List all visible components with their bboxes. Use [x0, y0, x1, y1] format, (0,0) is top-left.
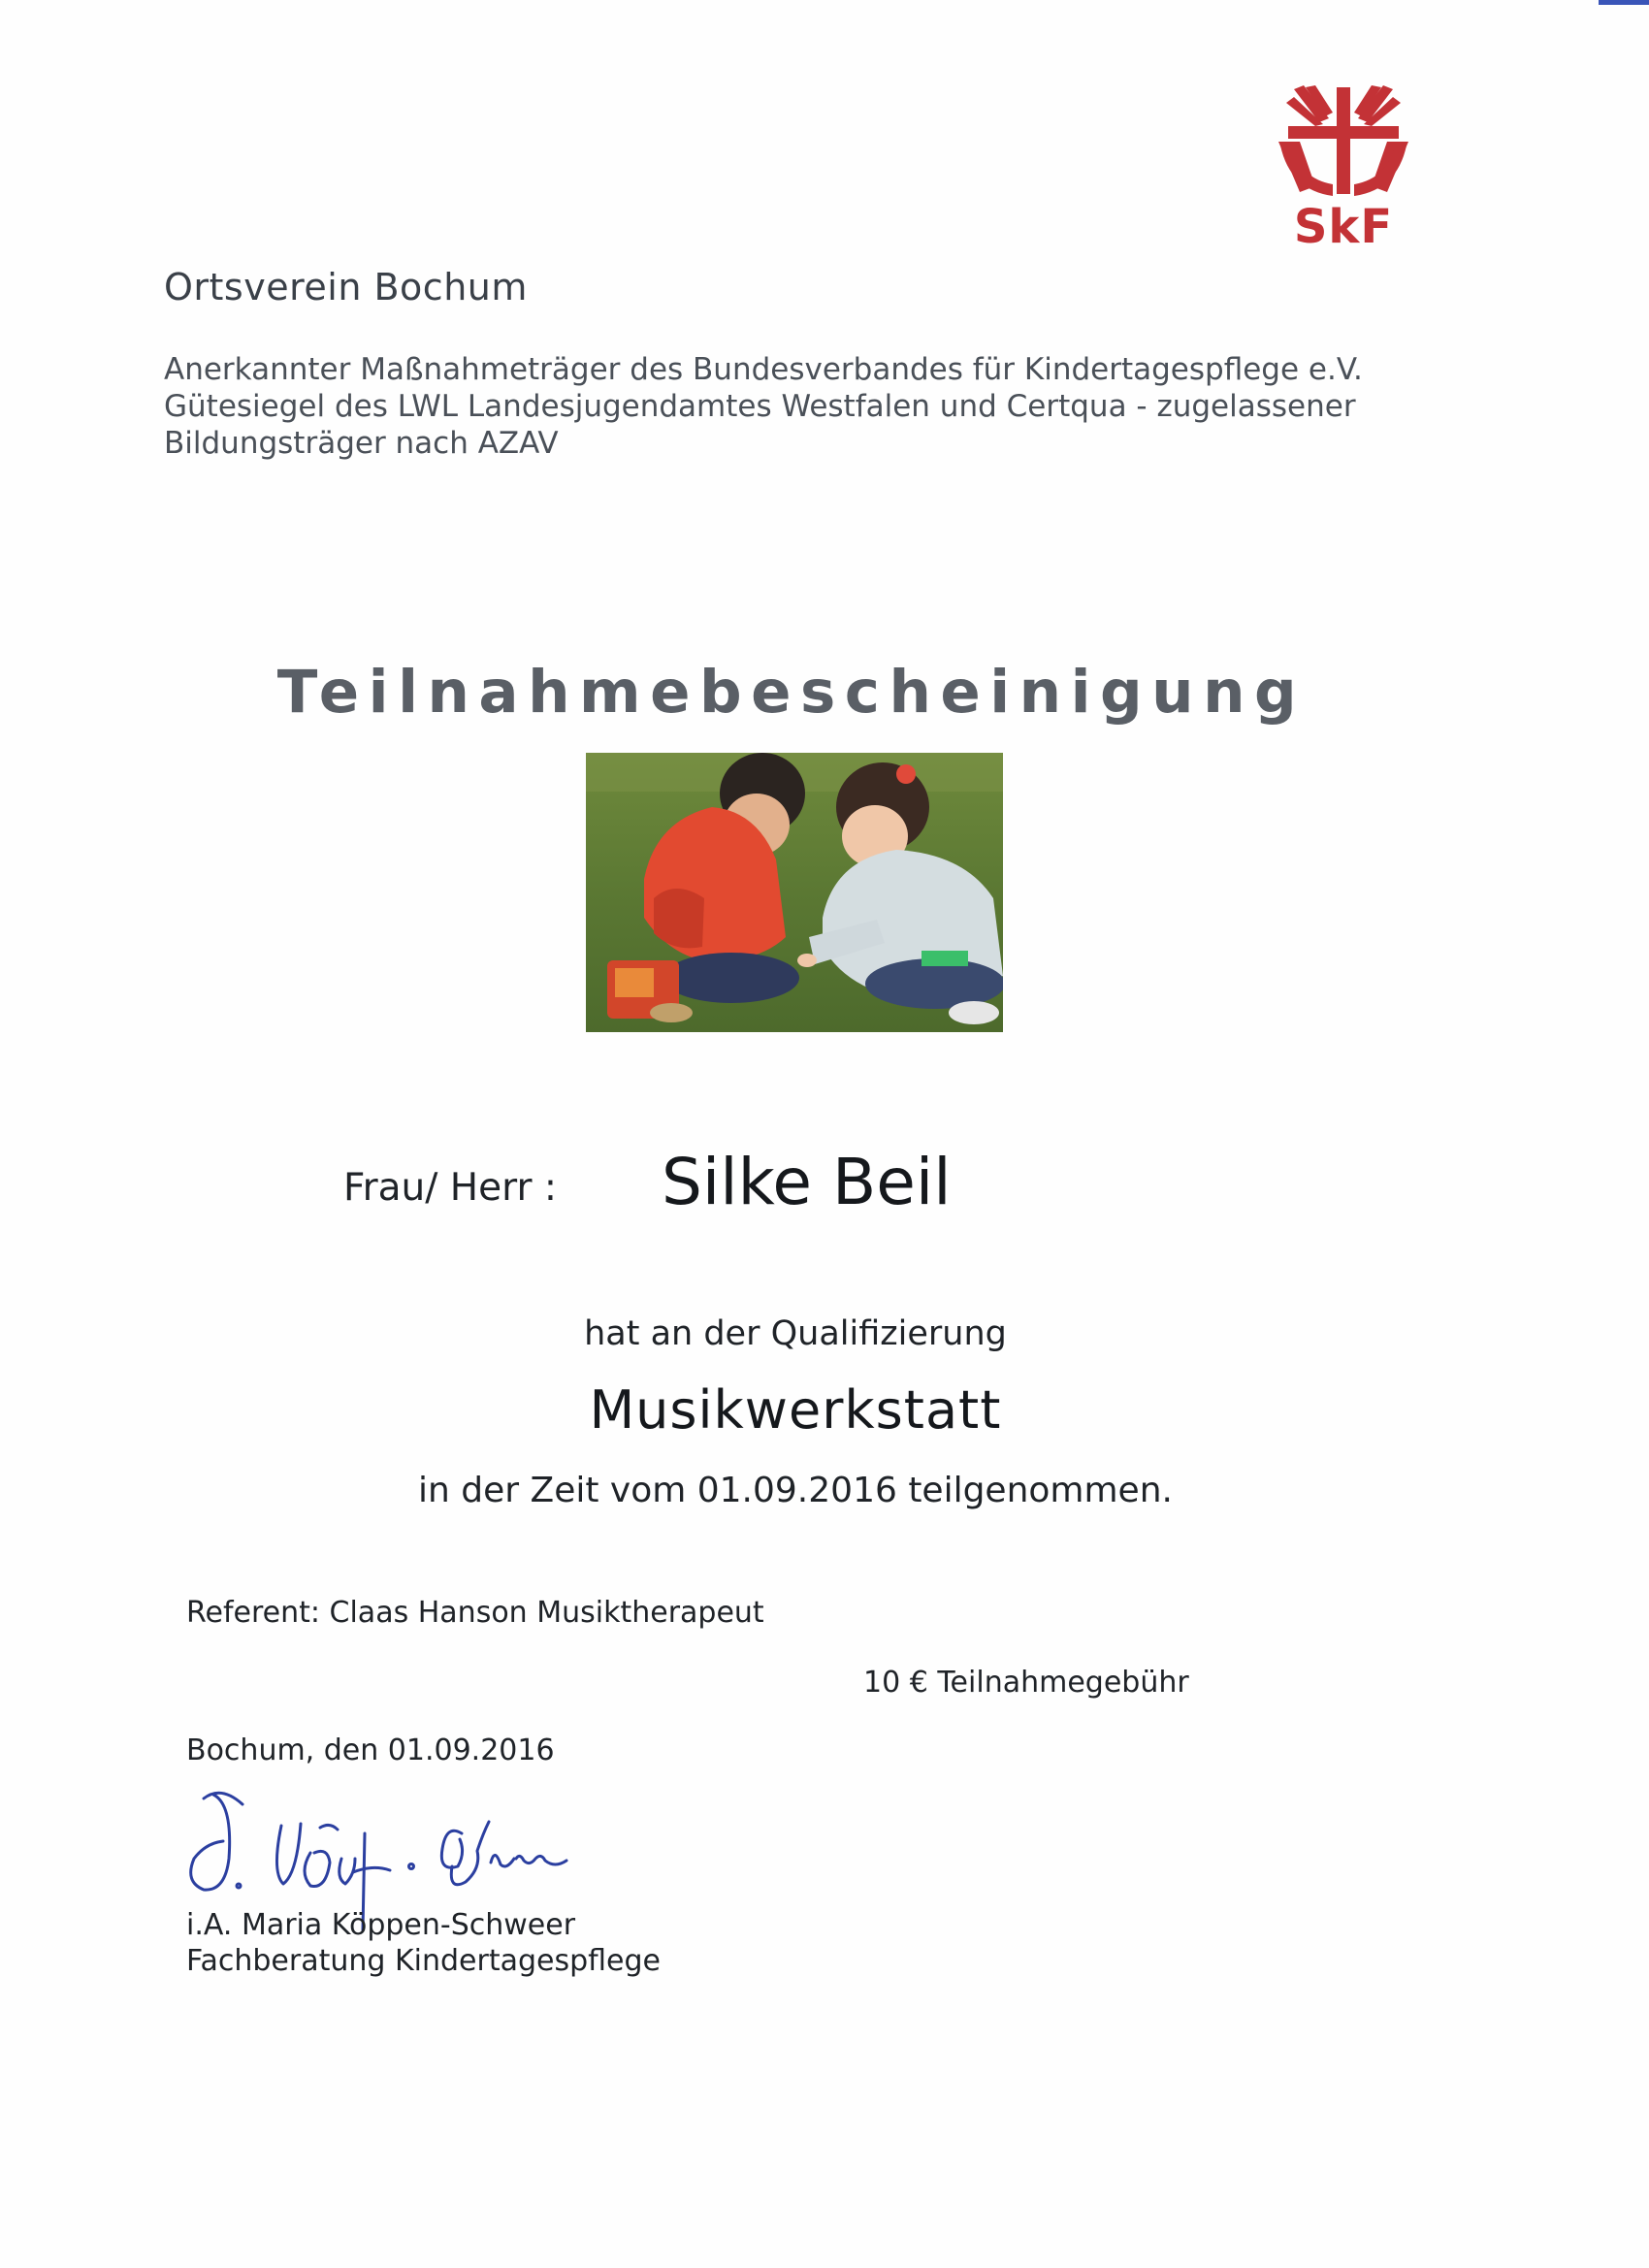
caritas-flame-cross-icon — [1271, 85, 1416, 202]
referent-line: Referent: Claas Hanson Musiktherapeut — [186, 1596, 764, 1630]
signer-block — [186, 1907, 661, 1979]
place-date: Bochum, den 01.09.2016 — [186, 1733, 555, 1767]
organization-description — [164, 351, 1376, 462]
signer-name: i.A. Maria Köppen-Schweer — [186, 1908, 576, 1942]
handwritten-signature — [175, 1766, 640, 1930]
scan-edge-mark — [1599, 0, 1649, 5]
children-photo — [586, 753, 1003, 1032]
signer-role: Fachberatung Kindertagespflege — [186, 1944, 662, 1978]
description-line: Bildungsträger nach AZAV — [164, 426, 559, 461]
certificate-title: Teilnahmebescheinigung — [276, 658, 1307, 727]
fee-line: 10 € Teilnahmegebühr — [863, 1666, 1189, 1700]
salutation-label: Frau/ Herr : — [343, 1166, 558, 1210]
participant-name: Silke Beil — [662, 1145, 952, 1219]
description-line: Anerkannter Maßnahmeträger des Bundesverbandes für Kindertagespflege e.V. — [164, 352, 1363, 387]
logo-text: SkF — [1293, 200, 1394, 254]
description-line: Gütesiegel des LWL Landesjugendamtes Westfalen und Certqua - zugelassener — [164, 389, 1356, 424]
organization-name: Ortsverein Bochum — [164, 266, 528, 308]
period-phrase: in der Zeit vom 01.09.2016 teilgenommen. — [418, 1471, 1173, 1510]
skf-logo — [1271, 85, 1416, 270]
qualification-phrase: hat an der Qualifizierung — [584, 1314, 1007, 1353]
course-name: Musikwerkstatt — [589, 1379, 1002, 1441]
